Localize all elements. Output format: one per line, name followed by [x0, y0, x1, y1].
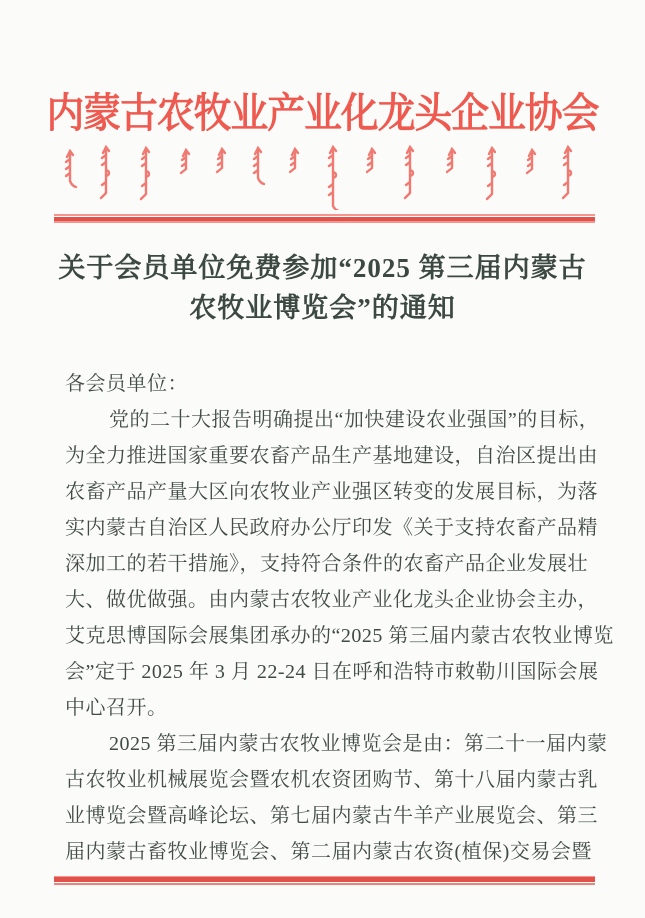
- footer-divider-rule: [54, 876, 595, 885]
- mongolian-script-band: [57, 144, 589, 210]
- body-line: 会”定于 2025 年 3 月 22-24 日在呼和浩特市敕勒川国际会展: [65, 661, 599, 683]
- paragraph-2: [65, 726, 608, 870]
- body-line: 届内蒙古畜牧业博览会、第二届内蒙古农资(植保)交易会暨: [65, 841, 592, 863]
- body-line: 2025 第三届内蒙古农牧业博览会是由：第二十一届内蒙: [109, 733, 608, 755]
- body-line: 业博览会暨高峰论坛、第七届内蒙古牛羊产业展览会、第三: [65, 805, 598, 827]
- org-name: 内蒙古农牧业产业化龙头企业协会: [46, 90, 599, 136]
- title-line-2: 农牧业博览会”的通知: [189, 293, 456, 323]
- body-line: 深加工的若干措施》，支持符合条件的农畜产品企业发展壮: [65, 553, 588, 575]
- body-line: 大、做优做强。由内蒙古农牧业产业化龙头企业协会主办，: [65, 589, 598, 611]
- mongolian-script-icon: [57, 144, 589, 210]
- body-line: 为全力推进国家重要农畜产品生产基地建设，自治区提出由: [65, 445, 598, 467]
- document-title: [40, 248, 605, 328]
- body-line: 古农牧业机械展览会暨农机农资团购节、第十八届内蒙古乳: [65, 769, 598, 791]
- document-body: [65, 366, 614, 870]
- body-line: 党的二十大报告明确提出“加快建设农业强国”的目标，: [109, 409, 600, 431]
- body-line: 农畜产品产量大区向农牧业产业强区转变的发展目标，为落: [65, 481, 598, 503]
- salutation: 各会员单位：: [65, 373, 188, 395]
- title-line-1: 关于会员单位免费参加“2025 第三届内蒙古: [58, 253, 587, 283]
- body-line: 实内蒙古自治区人民政府办公厅印发《关于支持农畜产品精: [65, 517, 598, 539]
- body-line: 艾克思博国际会展集团承办的“2025 第三届内蒙古农牧业博览: [65, 625, 614, 647]
- letterhead-divider-rule: [54, 214, 595, 223]
- paragraph-1: [65, 402, 614, 726]
- body-line: 中心召开。: [65, 697, 168, 719]
